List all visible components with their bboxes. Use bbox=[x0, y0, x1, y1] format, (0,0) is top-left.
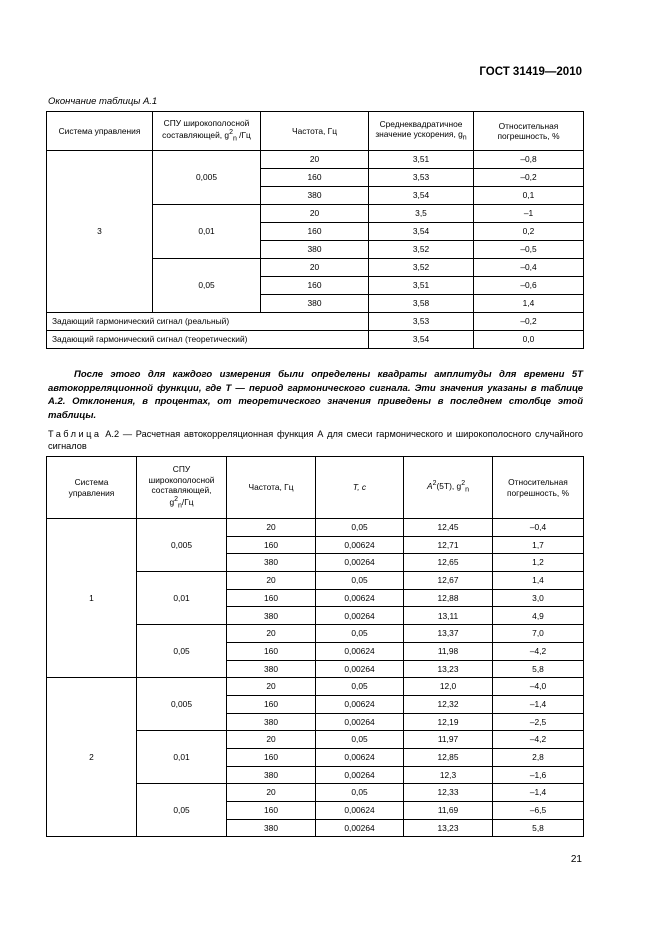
t2-error-cell: –0,4 bbox=[493, 519, 584, 537]
t1-freq-cell: 160 bbox=[261, 277, 369, 295]
t2-period-cell: 0,05 bbox=[316, 519, 404, 537]
t2-amplitude-cell: 12,65 bbox=[404, 554, 493, 572]
t1-footer-rms: 3,53 bbox=[369, 313, 474, 331]
t1-freq-cell: 160 bbox=[261, 169, 369, 187]
t2-period-cell: 0,05 bbox=[316, 784, 404, 802]
t2-amplitude-cell: 12,3 bbox=[404, 766, 493, 784]
t2-header-system-line2: управления bbox=[68, 487, 115, 498]
t1-error-cell: 0,1 bbox=[474, 187, 584, 205]
t2-header-err-line1: Относительная bbox=[508, 477, 568, 487]
table1-caption: Окончание таблицы А.1 bbox=[48, 96, 158, 107]
t2-header-psd-sup: 2 bbox=[174, 495, 178, 503]
t2-header-psd-line1: СПУ bbox=[172, 464, 191, 475]
t2-error-cell: –4,0 bbox=[493, 678, 584, 696]
t2-error-cell: 7,0 bbox=[493, 625, 584, 643]
table2-caption-text: А.2 — Расчетная автокорреляционная функция А для смеси гармонического и широкополосного случайного сигналов bbox=[48, 429, 583, 451]
t1-freq-cell: 20 bbox=[261, 259, 369, 277]
t1-freq-cell: 380 bbox=[261, 295, 369, 313]
t1-header-rms bbox=[369, 112, 474, 151]
t2-amplitude-cell: 12,45 bbox=[404, 519, 493, 537]
t1-error-cell: –0,8 bbox=[474, 151, 584, 169]
t1-system-cell: 3 bbox=[47, 151, 153, 313]
t2-period-cell: 0,00624 bbox=[316, 536, 404, 554]
t2-freq-cell: 160 bbox=[227, 748, 316, 766]
t2-amplitude-cell: 12,32 bbox=[404, 695, 493, 713]
t1-error-cell: –1 bbox=[474, 205, 584, 223]
t1-error-cell: 0,2 bbox=[474, 223, 584, 241]
t1-psd-cell: 0,05 bbox=[153, 259, 261, 313]
t2-freq-cell: 20 bbox=[227, 784, 316, 802]
table2-body bbox=[47, 519, 584, 837]
t2-freq-cell: 380 bbox=[227, 660, 316, 678]
t2-amplitude-cell: 13,11 bbox=[404, 607, 493, 625]
document-standard-number: ГОСТ 31419—2010 bbox=[479, 66, 582, 78]
t1-rms-cell: 3,54 bbox=[369, 187, 474, 205]
t2-header-err-line2: погрешность, % bbox=[506, 487, 570, 498]
t2-period-cell: 0,00624 bbox=[316, 748, 404, 766]
t2-period-cell: 0,00264 bbox=[316, 607, 404, 625]
t1-rms-cell: 3,54 bbox=[369, 223, 474, 241]
t2-header-period-label: T, c bbox=[352, 482, 367, 493]
t1-header-err-line1: Относительная bbox=[498, 120, 559, 131]
t2-amplitude-cell: 12,71 bbox=[404, 536, 493, 554]
t2-psd-cell: 0,01 bbox=[137, 731, 227, 784]
table-row bbox=[47, 678, 584, 696]
t2-system-cell: 2 bbox=[47, 678, 137, 837]
t1-footer-label: Задающий гармонический сигнал (теоретический) bbox=[47, 331, 369, 349]
body-paragraph-text: После этого для каждого измерения были определены квадраты амплитуды для времени 5T автокорреляционной функции, где T — период гармонического сигнала. Эти значения указаны в таблице А.2. Отклонения, в процентах, от теоретического значения приведены в последнем столбце этой таблицы. bbox=[48, 369, 583, 421]
t2-period-cell: 0,00264 bbox=[316, 819, 404, 837]
t1-header-psd bbox=[153, 112, 261, 151]
t2-header-psd-line2: широкополосной bbox=[148, 474, 215, 485]
t2-psd-cell: 0,005 bbox=[137, 519, 227, 572]
t2-amplitude-cell: 13,37 bbox=[404, 625, 493, 643]
t1-header-rms-sub: n bbox=[462, 134, 467, 142]
t1-header-psd-line2a: составляющей, g bbox=[162, 129, 230, 140]
t2-period-cell: 0,05 bbox=[316, 678, 404, 696]
t2-error-cell: 3,0 bbox=[493, 589, 584, 607]
t2-header-psd-line3: составляющей, bbox=[151, 485, 212, 496]
t2-error-cell: –6,5 bbox=[493, 802, 584, 820]
t2-error-cell: 1,4 bbox=[493, 572, 584, 590]
t2-freq-cell: 160 bbox=[227, 802, 316, 820]
t2-freq-cell: 20 bbox=[227, 519, 316, 537]
t2-header-amp-arg: (5T), g bbox=[436, 480, 462, 491]
t2-freq-cell: 20 bbox=[227, 678, 316, 696]
t2-period-cell: 0,05 bbox=[316, 572, 404, 590]
t2-header-period bbox=[316, 457, 404, 519]
t2-amplitude-cell: 12,33 bbox=[404, 784, 493, 802]
t2-freq-cell: 380 bbox=[227, 766, 316, 784]
t2-header-freq: Частота, Гц bbox=[227, 457, 316, 519]
t2-amplitude-cell: 12,19 bbox=[404, 713, 493, 731]
t1-header-freq: Частота, Гц bbox=[261, 112, 369, 151]
t2-freq-cell: 380 bbox=[227, 554, 316, 572]
t2-psd-cell: 0,005 bbox=[137, 678, 227, 731]
t1-header-system: Система управления bbox=[47, 112, 153, 151]
t1-rms-cell: 3,52 bbox=[369, 259, 474, 277]
t1-freq-cell: 380 bbox=[261, 187, 369, 205]
t2-header-psd-g: g bbox=[169, 496, 175, 507]
t1-footer-rms: 3,54 bbox=[369, 331, 474, 349]
t1-psd-cell: 0,005 bbox=[153, 151, 261, 205]
t2-header-psd-unit: /Гц bbox=[181, 496, 194, 507]
t2-period-cell: 0,05 bbox=[316, 731, 404, 749]
t1-error-cell: –0,5 bbox=[474, 241, 584, 259]
t1-header-error bbox=[474, 112, 584, 151]
t1-footer-error: –0,2 bbox=[474, 313, 584, 331]
t2-amplitude-cell: 11,69 bbox=[404, 802, 493, 820]
t1-rms-cell: 3,51 bbox=[369, 151, 474, 169]
t1-error-cell: –0,2 bbox=[474, 169, 584, 187]
table2 bbox=[46, 456, 584, 837]
t2-error-cell: –1,4 bbox=[493, 784, 584, 802]
table1 bbox=[46, 111, 584, 349]
t1-header-err-line2: погрешность, % bbox=[497, 131, 560, 141]
t1-error-cell: –0,4 bbox=[474, 259, 584, 277]
t2-period-cell: 0,00624 bbox=[316, 589, 404, 607]
t1-freq-cell: 20 bbox=[261, 151, 369, 169]
t1-header-psd-sup: 2 bbox=[229, 128, 233, 136]
table2-caption-prefix: Таблица bbox=[48, 429, 102, 439]
table2-caption bbox=[48, 428, 583, 452]
t2-period-cell: 0,00264 bbox=[316, 713, 404, 731]
t2-amplitude-cell: 11,97 bbox=[404, 731, 493, 749]
body-paragraph bbox=[48, 368, 583, 422]
t1-freq-cell: 160 bbox=[261, 223, 369, 241]
t2-freq-cell: 20 bbox=[227, 572, 316, 590]
t2-header-amp-sup: 2 bbox=[432, 479, 437, 487]
t2-psd-cell: 0,05 bbox=[137, 784, 227, 837]
t2-header-amp-sub2: n bbox=[465, 486, 469, 494]
t2-header-amplitude bbox=[404, 457, 493, 519]
t1-error-cell: –0,6 bbox=[474, 277, 584, 295]
t1-rms-cell: 3,58 bbox=[369, 295, 474, 313]
t2-period-cell: 0,05 bbox=[316, 625, 404, 643]
t2-error-cell: –1,4 bbox=[493, 695, 584, 713]
t1-header-rms-line2: значение ускорения, g bbox=[375, 129, 463, 140]
t1-header-psd-line1: СПУ широкополосной bbox=[163, 118, 250, 129]
page-number: 21 bbox=[570, 854, 582, 865]
t2-header-amp-sup2: 2 bbox=[461, 479, 466, 487]
t2-error-cell: 4,9 bbox=[493, 607, 584, 625]
t2-error-cell: –4,2 bbox=[493, 731, 584, 749]
t2-freq-cell: 380 bbox=[227, 819, 316, 837]
t2-header-system bbox=[47, 457, 137, 519]
t2-error-cell: 1,7 bbox=[493, 536, 584, 554]
t2-system-cell: 1 bbox=[47, 519, 137, 678]
t1-freq-cell: 20 bbox=[261, 205, 369, 223]
t2-error-cell: 1,2 bbox=[493, 554, 584, 572]
t2-psd-cell: 0,05 bbox=[137, 625, 227, 678]
t2-amplitude-cell: 11,98 bbox=[404, 642, 493, 660]
t1-freq-cell: 380 bbox=[261, 241, 369, 259]
t2-error-cell: –4,2 bbox=[493, 642, 584, 660]
t2-freq-cell: 160 bbox=[227, 536, 316, 554]
t2-header-amp-a: A bbox=[427, 480, 433, 491]
t2-amplitude-cell: 12,67 bbox=[404, 572, 493, 590]
t1-header-psd-line2b: /Гц bbox=[236, 129, 251, 140]
t2-period-cell: 0,00624 bbox=[316, 695, 404, 713]
t2-header-psd-sub: n bbox=[178, 502, 182, 510]
t2-freq-cell: 20 bbox=[227, 625, 316, 643]
t2-amplitude-cell: 12,0 bbox=[404, 678, 493, 696]
t2-period-cell: 0,00624 bbox=[316, 802, 404, 820]
t2-period-cell: 0,00264 bbox=[316, 554, 404, 572]
t2-error-cell: 5,8 bbox=[493, 819, 584, 837]
t2-error-cell: –1,6 bbox=[493, 766, 584, 784]
t2-header-error bbox=[493, 457, 584, 519]
t1-psd-cell: 0,01 bbox=[153, 205, 261, 259]
t2-period-cell: 0,00624 bbox=[316, 642, 404, 660]
t1-error-cell: 1,4 bbox=[474, 295, 584, 313]
t1-rms-cell: 3,52 bbox=[369, 241, 474, 259]
t2-amplitude-cell: 12,88 bbox=[404, 589, 493, 607]
t2-freq-cell: 380 bbox=[227, 607, 316, 625]
t1-rms-cell: 3,53 bbox=[369, 169, 474, 187]
t2-freq-cell: 160 bbox=[227, 695, 316, 713]
t2-error-cell: 5,8 bbox=[493, 660, 584, 678]
t1-footer-error: 0,0 bbox=[474, 331, 584, 349]
t2-amplitude-cell: 12,85 bbox=[404, 748, 493, 766]
t2-freq-cell: 20 bbox=[227, 731, 316, 749]
t2-amplitude-cell: 13,23 bbox=[404, 660, 493, 678]
t1-rms-cell: 3,5 bbox=[369, 205, 474, 223]
t2-amplitude-cell: 13,23 bbox=[404, 819, 493, 837]
t1-header-rms-line1: Среднеквадратичное bbox=[379, 118, 463, 129]
t2-freq-cell: 160 bbox=[227, 642, 316, 660]
t2-error-cell: –2,5 bbox=[493, 713, 584, 731]
t2-psd-cell: 0,01 bbox=[137, 572, 227, 625]
t2-header-system-line1: Система bbox=[74, 477, 109, 487]
t2-header-psd bbox=[137, 457, 227, 519]
t2-period-cell: 0,00264 bbox=[316, 660, 404, 678]
table-row bbox=[47, 519, 584, 537]
t2-freq-cell: 380 bbox=[227, 713, 316, 731]
t2-period-cell: 0,00264 bbox=[316, 766, 404, 784]
t1-footer-label: Задающий гармонический сигнал (реальный) bbox=[47, 313, 369, 331]
t1-rms-cell: 3,51 bbox=[369, 277, 474, 295]
t1-header-psd-sub: n bbox=[232, 135, 237, 143]
t2-freq-cell: 160 bbox=[227, 589, 316, 607]
t2-error-cell: 2,8 bbox=[493, 748, 584, 766]
